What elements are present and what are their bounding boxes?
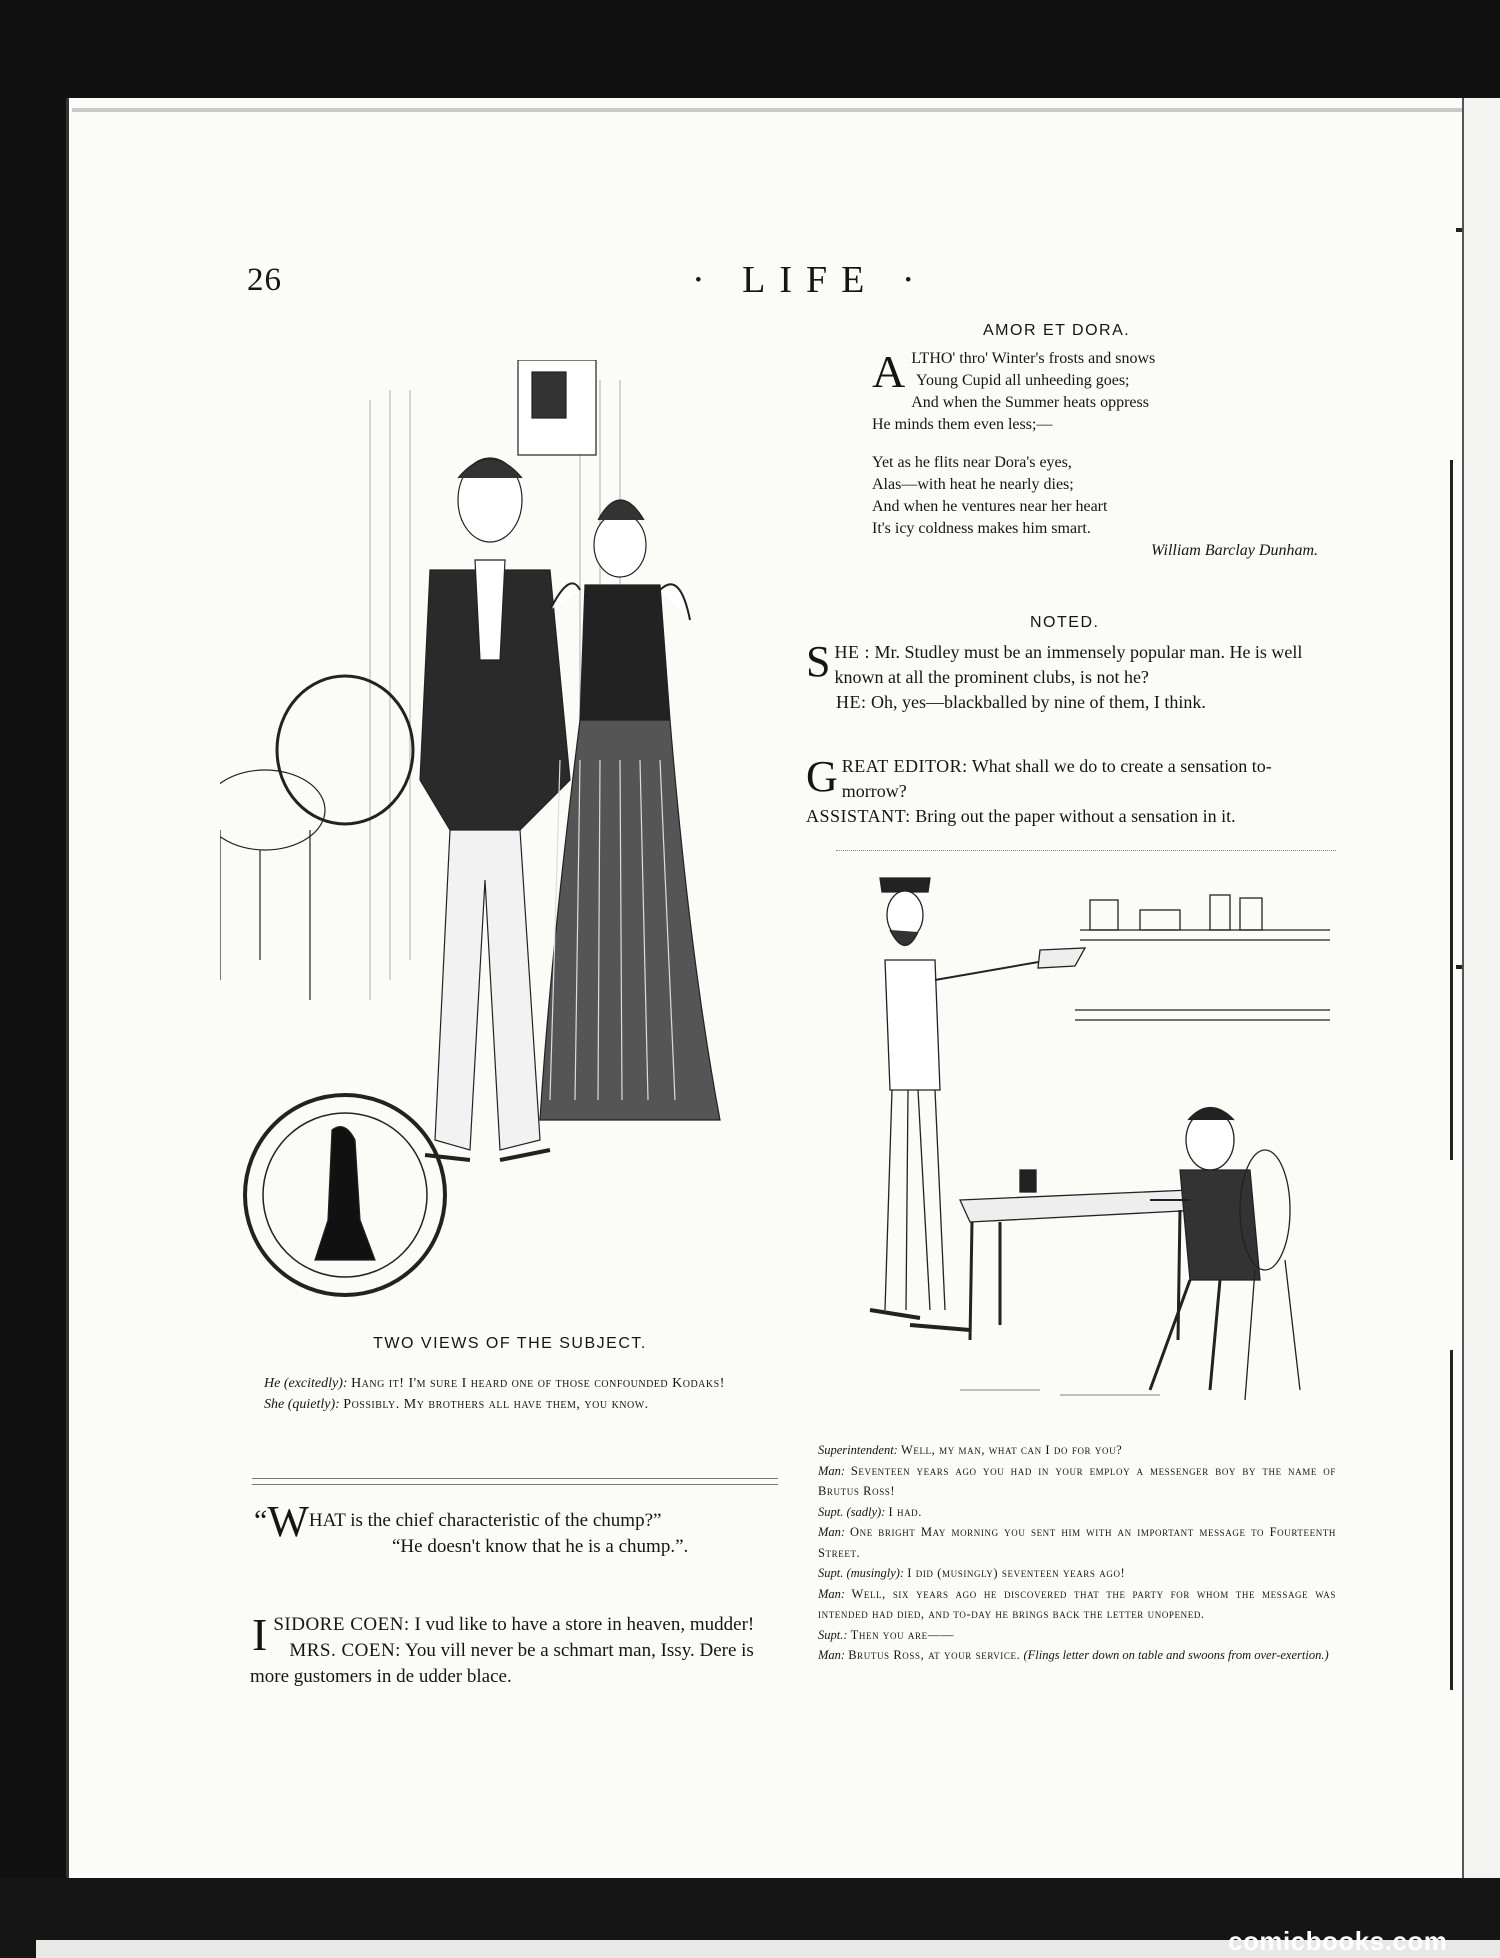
chump-open-quote: “ (254, 1504, 268, 1537)
coen-text-1: I vud like to have a store in heaven, mudder! (414, 1614, 755, 1635)
watermark-text: comicbooks.com (1228, 1926, 1448, 1956)
noted-he-text: Oh, yes—blackballed by nine of them, I think. (871, 692, 1206, 712)
poem-body (872, 348, 1332, 562)
poem-author: William Barclay Dunham. (1151, 542, 1318, 559)
dialog-speaker: Supt.: (818, 1627, 848, 1642)
poem-line: And when he ventures near her heart (872, 498, 1108, 515)
poem-line: LTHO' thro' Winter's frosts and snows (911, 350, 1156, 367)
dialog-speaker: Supt. (musingly): (818, 1566, 905, 1580)
dialog-text: Well, my man, what can I do for you? (900, 1443, 1123, 1457)
dialog-text: Seventeen years ago you had in your employ a messenger boy by the name of Brutus Ross! (818, 1463, 1337, 1498)
dialog-text: I had. (888, 1504, 922, 1519)
dialog-speaker: Man: (818, 1525, 846, 1539)
dialog-speaker: Man: (818, 1463, 846, 1478)
coen-speaker-1: SIDORE COEN: (273, 1614, 410, 1635)
poem-title: AMOR ET DORA. (983, 322, 1131, 339)
chump-joke (254, 1497, 778, 1559)
couple-illustration (220, 360, 780, 1320)
noted-title: NOTED. (1030, 614, 1100, 631)
coen-joke (250, 1609, 780, 1690)
dialog-text: One bright May morning you sent him with an important message to Fourteenth Street. (818, 1525, 1337, 1560)
stage-direction: (Flings letter down on table and swoons from over-exertion.) (1023, 1648, 1329, 1662)
editor-dropcap: G (806, 752, 838, 801)
she-text: Possibly. My brothers all have them, you know. (343, 1397, 649, 1412)
chump-dropcap: W (267, 1497, 309, 1546)
poem-dropcap: A (872, 346, 906, 397)
noted-he-label: HE: (836, 692, 867, 712)
dotted-divider (836, 850, 1336, 851)
poem-line: Young Cupid all unheeding goes; (916, 372, 1130, 389)
noted-joke (806, 637, 1336, 715)
editor-text: What shall we do to create a sensation to-morrow? (841, 756, 1272, 801)
she-label: She (quietly): (264, 1397, 340, 1412)
editor-label: REAT EDITOR: (841, 756, 968, 776)
poem-line: He minds them even less;— (872, 416, 1053, 433)
dialog-speaker: Man: (818, 1648, 846, 1662)
magazine-masthead: · LIFE · (692, 259, 929, 301)
assistant-text: Bring out the paper without a sensation in it. (915, 806, 1236, 826)
dialog-text: Then you are—— (850, 1627, 954, 1642)
he-text: Hang it! I'm sure I heard one of those confounded Kodaks! (351, 1376, 725, 1391)
noted-she-label: HE : (834, 642, 870, 662)
messenger-illustration (860, 870, 1340, 1410)
poem-line: Alas—with heat he nearly dies; (872, 476, 1074, 493)
noted-she-text: Mr. Studley must be an immensely popular man. He is well known at all the prominent clubs, is not he? (834, 642, 1303, 687)
poem-line: It's icy coldness makes him smart. (872, 520, 1091, 537)
next-page-edge (1462, 98, 1500, 1878)
double-rule-divider (252, 1478, 778, 1485)
couple-caption-dialog (264, 1373, 776, 1415)
page-top-edge (72, 108, 1467, 112)
coen-dropcap: I (252, 1609, 268, 1660)
poem-line: And when the Summer heats oppress (911, 394, 1149, 411)
assistant-label: ASSISTANT: (806, 806, 911, 826)
page-number: 26 (247, 262, 282, 298)
dialog-speaker: Man: (818, 1586, 846, 1601)
coen-speaker-2: MRS. COEN: (289, 1640, 401, 1661)
couple-caption-title: TWO VIEWS OF THE SUBJECT. (373, 1335, 647, 1352)
coen-text-2: You vill never be a schmart man, Issy. Dere is more gustomers in de udder blace. (250, 1640, 754, 1687)
he-label: He (excitedly): (264, 1376, 348, 1391)
dialog-text: Well, six years ago he discovered that the party for whom the message was intended had died, and to-day he brings back the letter unopened. (818, 1586, 1337, 1621)
dialog-speaker: Supt. (sadly): (818, 1504, 886, 1519)
dialog-text: Brutus Ross, at your service. (848, 1648, 1021, 1662)
dialog-text: I did (musingly) seventeen years ago! (907, 1566, 1126, 1580)
editor-joke (806, 754, 1336, 829)
dialog-speaker: Superintendent: (818, 1443, 898, 1457)
messenger-dialog (818, 1440, 1336, 1666)
chump-line-1: HAT is the chief characteristic of the chump?” (308, 1510, 662, 1531)
chump-line-2: “He doesn't know that he is a chump.”. (392, 1536, 689, 1557)
noted-dropcap: S (806, 637, 831, 686)
poem-line: Yet as he flits near Dora's eyes, (872, 454, 1072, 471)
